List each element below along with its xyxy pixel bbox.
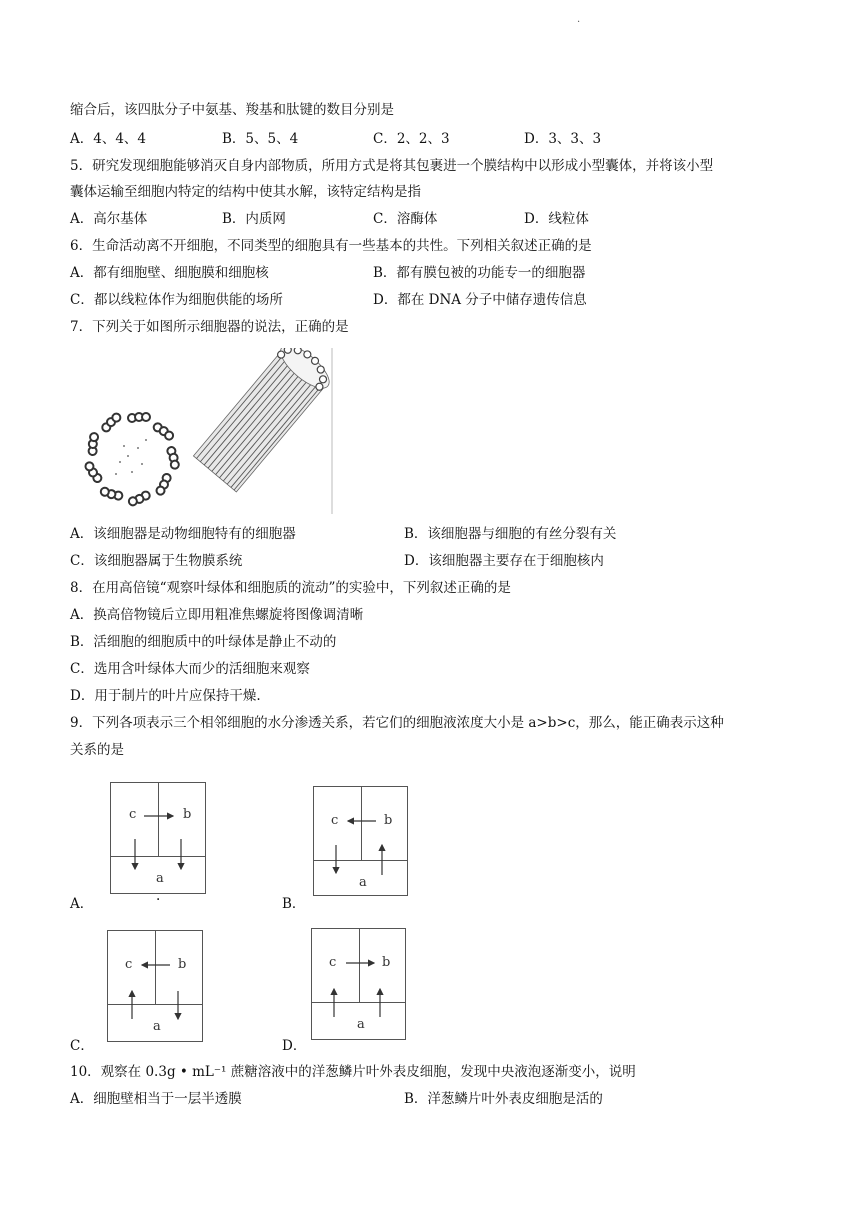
cell-b-label: b bbox=[382, 955, 391, 970]
cell-c-label: c bbox=[129, 807, 137, 822]
q6-stem: 6．生命活动离不开细胞，不同类型的细胞具有一些基本的共性。下列相关叙述正确的是 bbox=[70, 238, 592, 254]
q9-option-d: D． bbox=[282, 1038, 307, 1054]
q7-option-c: C．该细胞器属于生物膜系统 bbox=[70, 553, 243, 569]
centriole-figure bbox=[84, 348, 334, 514]
q6-option-c: C．都以线粒体作为细胞供能的场所 bbox=[70, 292, 283, 308]
q9-option-b: B． bbox=[282, 896, 306, 912]
cell-a-label: a bbox=[359, 875, 367, 890]
q5-stem-line2: 囊体运输至细胞内特定的结构中使其水解，该特定结构是指 bbox=[70, 184, 421, 200]
q10-stem: 10．观察在 0.3g • mL⁻¹ 蔗糖溶液中的洋葱鳞片叶外表皮细胞，发现中央液泡逐渐变小，说明 bbox=[70, 1064, 636, 1080]
q4-option-b: B．5、5、4 bbox=[222, 131, 299, 147]
q7-option-a: A．该细胞器是动物细胞特有的细胞器 bbox=[70, 526, 296, 542]
q4-option-a: A．4、4、4 bbox=[70, 131, 147, 147]
q9-option-c: C． bbox=[70, 1038, 94, 1054]
header-mark: . bbox=[577, 14, 581, 25]
q4-stem-tail: 缩合后，该四肽分子中氨基、羧基和肽键的数目分别是 bbox=[70, 102, 394, 118]
cell-b-label: b bbox=[178, 957, 187, 972]
cell-c-label: c bbox=[125, 957, 133, 972]
q5-option-b: B．内质网 bbox=[222, 211, 286, 227]
q10-option-a: A．细胞壁相当于一层半透膜 bbox=[70, 1091, 242, 1107]
q7-option-b: B．该细胞器与细胞的有丝分裂有关 bbox=[404, 526, 617, 542]
q9-stem-line1: 9．下列各项表示三个相邻细胞的水分渗透关系，若它们的细胞液浓度大小是 a>b>c，那么，能正确表示这种 bbox=[70, 715, 724, 731]
option-a-diagram bbox=[110, 782, 206, 894]
q4-option-c: C．2、2、3 bbox=[373, 131, 450, 147]
q8-option-b: B．活细胞的细胞质中的叶绿体是静止不动的 bbox=[70, 634, 337, 650]
option-c-diagram bbox=[107, 930, 203, 1042]
q9-option-a-dot: . bbox=[156, 888, 161, 904]
cell-c-label: c bbox=[331, 813, 339, 828]
cell-a-label: a bbox=[156, 871, 164, 886]
q6-option-a: A．都有细胞壁、细胞膜和细胞核 bbox=[70, 265, 269, 281]
q9-option-a: A． bbox=[70, 896, 94, 912]
q8-option-c: C．选用含叶绿体大而少的活细胞来观察 bbox=[70, 661, 310, 677]
cell-c-label: c bbox=[329, 955, 337, 970]
option-b-diagram bbox=[313, 786, 408, 896]
cell-a-label: a bbox=[357, 1017, 365, 1032]
cell-a-label: a bbox=[153, 1019, 161, 1034]
q8-stem: 8．在用高倍镜“观察叶绿体和细胞质的流动”的实验中，下列叙述正确的是 bbox=[70, 580, 511, 596]
q5-stem-line1: 5．研究发现细胞能够消灭自身内部物质，所用方式是将其包裹进一个膜结构中以形成小型囊体，并将该小型 bbox=[70, 158, 714, 174]
q6-option-b: B．都有膜包被的功能专一的细胞器 bbox=[373, 265, 586, 281]
q5-option-d: D．线粒体 bbox=[524, 211, 589, 227]
q6-option-d: D．都在 DNA 分子中储存遗传信息 bbox=[373, 292, 587, 308]
q5-option-c: C．溶酶体 bbox=[373, 211, 438, 227]
cell-b-label: b bbox=[384, 813, 393, 828]
q5-option-a: A．高尔基体 bbox=[70, 211, 148, 227]
cell-b-label: b bbox=[183, 807, 192, 822]
q8-option-a: A．换高倍物镜后立即用粗准焦螺旋将图像调清晰 bbox=[70, 607, 364, 623]
q7-stem: 7．下列关于如图所示细胞器的说法，正确的是 bbox=[70, 319, 349, 335]
option-d-diagram bbox=[311, 928, 406, 1040]
q8-option-d: D．用于制片的叶片应保持干燥. bbox=[70, 688, 261, 704]
q7-option-d: D．该细胞器主要存在于细胞核内 bbox=[404, 553, 604, 569]
q4-option-d: D．3、3、3 bbox=[524, 131, 602, 147]
q9-stem-line2: 关系的是 bbox=[70, 742, 124, 758]
q10-option-b: B．洋葱鳞片叶外表皮细胞是活的 bbox=[404, 1091, 603, 1107]
